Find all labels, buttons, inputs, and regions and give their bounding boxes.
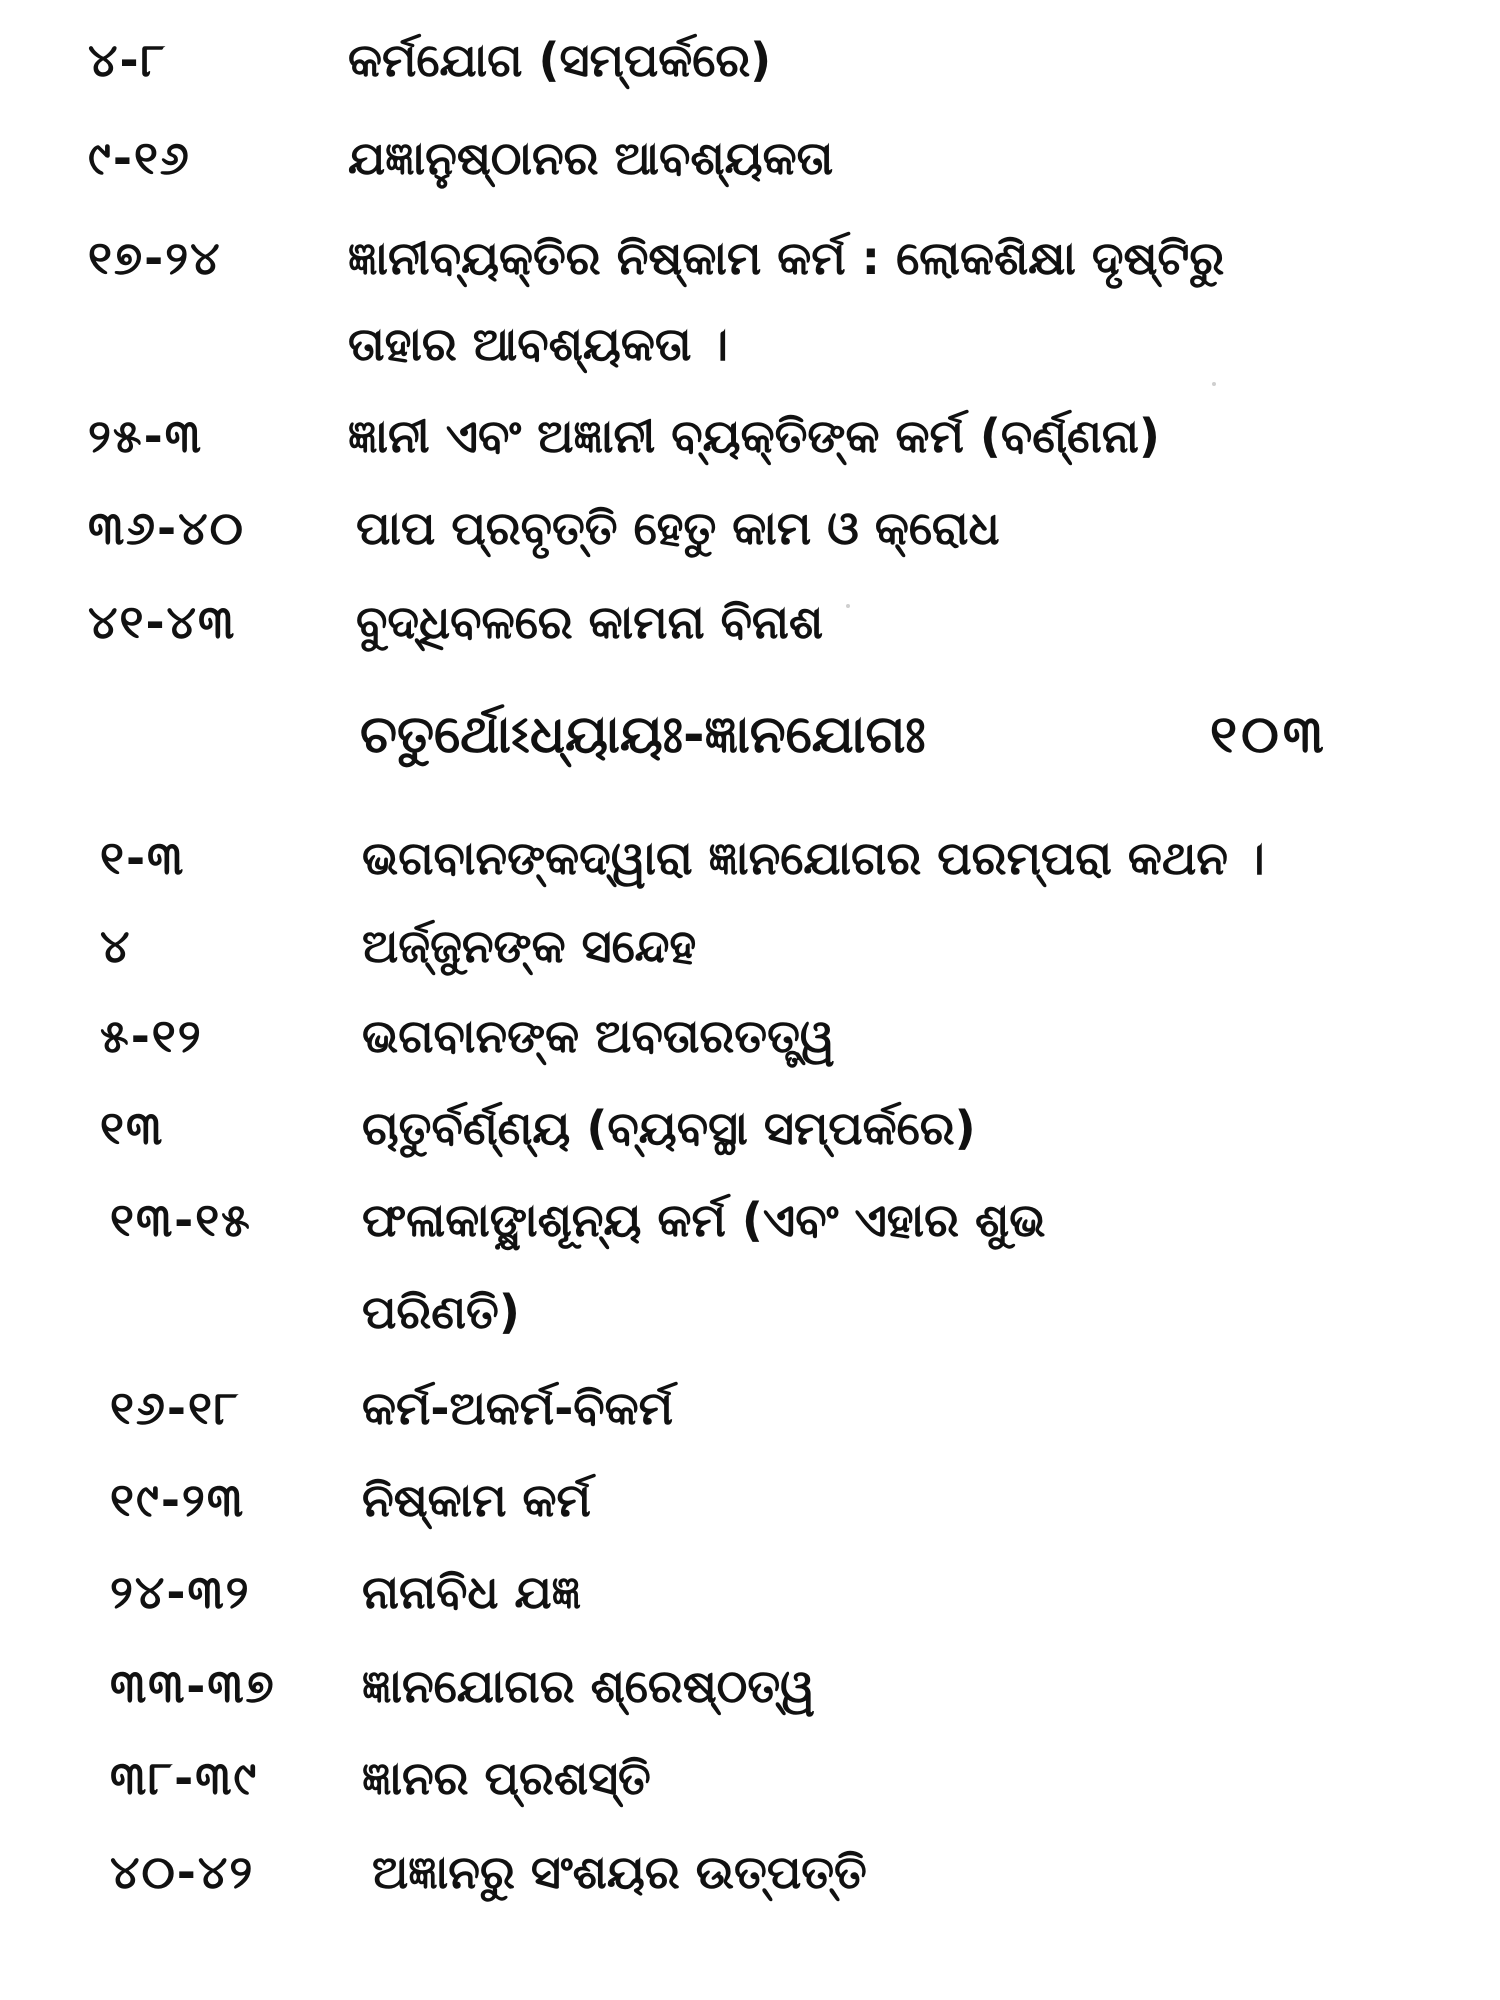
topic-text: ଜ୍ଞାନୀବ୍ୟକ୍ତିର ନିଷ୍କାମ କର୍ମ : ଲୋକଶିକ୍ଷା ଦୃଷ୍ଟିରୁ [348,231,1225,285]
topic-text: ତାହାର ଆବଶ୍ୟକତା । [348,317,729,371]
topic-text: ପାପ ପ୍ରବୃତ୍ତି ହେତୁ କାମ ଓ କ୍ରୋଧ [356,501,1000,555]
chapter-page-number: ୧୦୩ [1210,705,1328,765]
topic-text: ଅଜ୍ଞାନରୁ ସଂଶୟର ଉତ୍ପତ୍ତି [372,1845,867,1899]
toc-row [0,582,1500,662]
verse-range: ୪୦-୪୨ [110,1845,255,1899]
topic-text: ଜ୍ଞାନଯୋଗର ଶ୍ରେଷ୍ଠତ୍ୱ [362,1659,815,1713]
toc-row [0,1832,1500,1912]
verse-range: ୨୫-୩ [88,409,203,463]
chapter-title: ଚତୁର୍ଥୋଽଧ୍ୟାୟଃ-ଜ୍ଞାନଯୋଗଃ [360,705,926,765]
toc-row [0,396,1500,476]
toc-row [0,20,1500,100]
toc-row [0,118,1500,198]
verse-range: ୯-୧୬ [88,131,191,185]
topic-text: ଯଜ୍ଞାନୁଷ୍ଠାନର ଆବଶ୍ୟକତା [348,131,834,185]
verse-range: ୧୯-୨୩ [110,1473,245,1527]
toc-row [0,1738,1500,1818]
verse-range: ୧୩ [100,1101,165,1155]
verse-range: ୧୬-୧୮ [110,1381,240,1435]
verse-range: ୧୭-୨୪ [88,231,222,285]
verse-range: ୧୩-୧୫ [110,1193,252,1247]
toc-row [0,996,1500,1076]
verse-range: ୩୮-୩୯ [110,1751,259,1805]
toc-row [0,1368,1500,1448]
toc-row [0,906,1500,986]
toc-row-continuation [0,304,1500,384]
verse-range: ୩୬-୪୦ [88,501,245,555]
toc-row [0,218,1500,298]
verse-range: ୪୧-୪୩ [88,595,237,649]
topic-text: ଜ୍ଞାନର ପ୍ରଶସ୍ତି [362,1751,651,1805]
toc-row [0,818,1500,898]
verse-range: ୫-୧୨ [100,1009,203,1063]
topic-text: କର୍ମଯୋଗ (ସମ୍ପର୍କରେ) [348,33,772,87]
verse-range: ୨୪-୩୨ [110,1565,251,1619]
verse-range: ୧-୩ [100,831,186,885]
topic-text: ପରିଣତି) [362,1285,520,1339]
paper-speck [846,604,850,608]
toc-row-continuation [0,1272,1500,1352]
topic-text: ଅର୍ଜ୍ଜୁନଙ୍କ ସନ୍ଦେହ [362,919,697,973]
topic-text: ଭଗବାନଙ୍କ ଅବତାରତତ୍ତ୍ୱ [362,1009,835,1063]
toc-row [0,1552,1500,1632]
topic-text: ବୁଦ୍ଧିବଳରେ କାମନା ବିନାଶ [356,595,824,649]
toc-row [0,1180,1500,1260]
topic-text: ନାନାବିଧ ଯଜ୍ଞ [362,1565,582,1619]
verse-range: ୩୩-୩୭ [110,1659,276,1713]
toc-row [0,1460,1500,1540]
topic-text: ଫଳାକାଙ୍କ୍ଷାଶୂନ୍ୟ କର୍ମ (ଏବଂ ଏହାର ଶୁଭ [362,1193,1046,1247]
topic-text: ଚାତୁର୍ବର୍ଣ୍ଣ୍ୟ (ବ୍ୟବସ୍ଥା ସମ୍ପର୍କରେ) [362,1101,976,1155]
topic-text: କର୍ମ-ଅକର୍ମ-ବିକର୍ମ [362,1381,674,1435]
toc-row [0,1646,1500,1726]
toc-row [0,1088,1500,1168]
topic-text: ନିଷ୍କାମ କର୍ମ [362,1473,591,1527]
verse-range: ୪ [100,919,132,973]
topic-text: ଜ୍ଞାନୀ ଏବଂ ଅଜ୍ଞାନୀ ବ୍ୟକ୍ତିଙ୍କ କର୍ମ (ବର୍ଣ୍ଣନା) [348,409,1160,463]
verse-range: ୪-୮ [88,33,167,87]
toc-row [0,488,1500,568]
paper-speck [1212,382,1216,386]
topic-text: ଭଗବାନଙ୍କଦ୍ୱାରା ଜ୍ଞାନଯୋଗର ପରମ୍ପରା କଥନ । [362,831,1265,885]
